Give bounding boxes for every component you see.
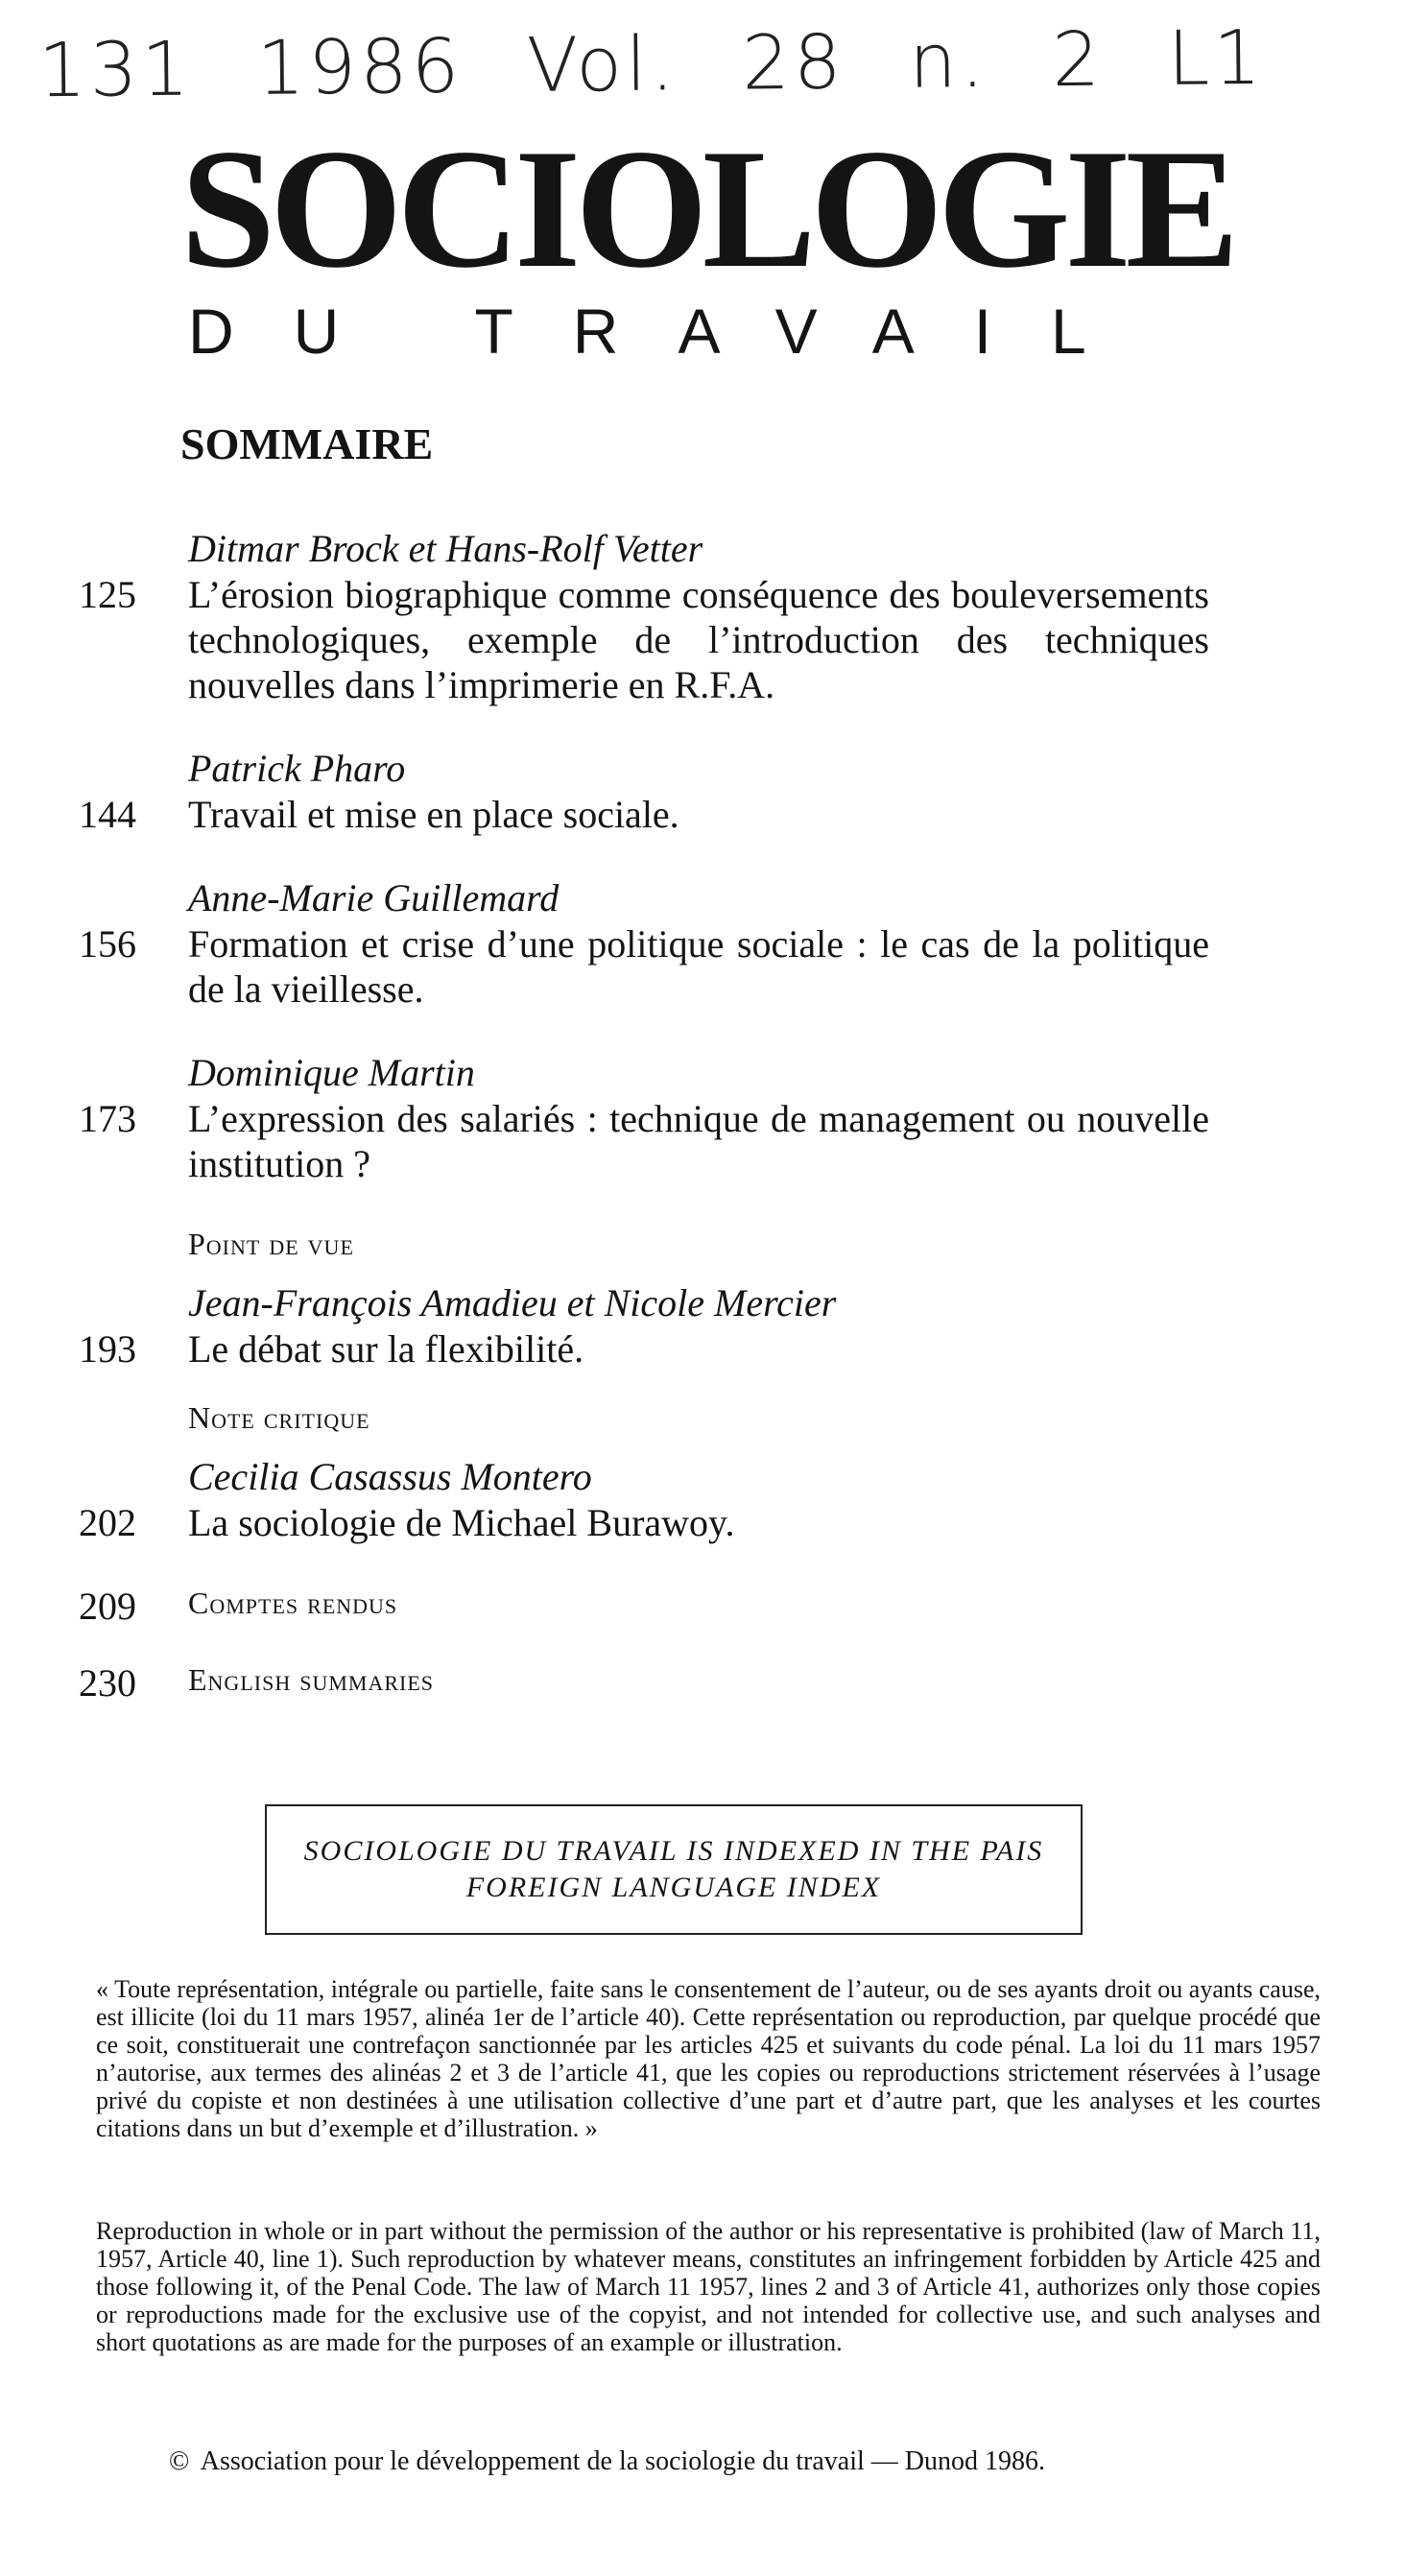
toc-author: Jean-François Amadieu et Nicole Mercier (188, 1281, 837, 1324)
toc-article-title: Le débat sur la flexibilité. (188, 1327, 584, 1371)
toc-author: Cecilia Casassus Montero (188, 1455, 592, 1498)
toc-article-title: La sociologie de Michael Burawoy. (188, 1501, 735, 1544)
toc-section-point-de-vue (0, 1225, 1405, 1371)
toc-author: Patrick Pharo (188, 747, 406, 790)
toc-article-title: Formation et crise d’une politique sociale : le cas de la politique de la vieillesse. (188, 922, 1209, 1011)
table-of-contents (0, 526, 1405, 1705)
toc-author: Anne-Marie Guillemard (188, 876, 560, 919)
toc-author: Ditmar Brock et Hans-Rolf Vetter (188, 527, 703, 570)
toc-page-number: 125 (79, 573, 136, 616)
toc-page-number: 193 (79, 1327, 136, 1371)
journal-title: SOCIOLOGIE (180, 113, 1234, 303)
section-label: Point de vue (188, 1227, 354, 1261)
toc-entry (0, 746, 1405, 837)
section-label: English summaries (188, 1662, 435, 1697)
toc-entry-english-summaries (0, 1660, 1405, 1705)
toc-section-note-critique (0, 1398, 1405, 1545)
toc-article-title: L’érosion biographique comme conséquence des bouleversements technologiques, exemple de l’introduction des techniques nouvelles dans l’imprimerie en R.F.A. (188, 573, 1209, 706)
legal-notice-english: Reproduction in whole or in part without the permission of the author or his representative is prohibited (law of March 11, 1957, Article 40, line 1). Such reproduction by whatever means, constitutes an infringement forbidden by Article 425 and those following it, of the Penal Code. The law of March 11 1957, lines 2 and 3 of Article 41, authorizes only those copies or reproductions made for the exclusive use of the copyist, and not intended for collective use, and such analyses and short quotations as are made for the purposes of an example or illustration. (96, 2217, 1321, 2356)
toc-entry (0, 526, 1405, 707)
copyright-text: Association pour le développement de la sociologie du travail — Dunod 1986. (200, 2446, 1045, 2476)
copyright-icon: © (169, 2446, 190, 2476)
section-label: Note critique (188, 1400, 370, 1435)
toc-entry (0, 875, 1405, 1012)
section-label: Comptes rendus (188, 1586, 398, 1620)
toc-article-title: L’expression des salariés : technique de management ou nouvelle institution ? (188, 1097, 1209, 1185)
index-notice-text: SOCIOLOGIE DU TRAVAIL IS INDEXED IN THE PAIS FOREIGN LANGUAGE INDEX (303, 1835, 1044, 1903)
copyright-line (169, 2445, 1045, 2478)
toc-entry (0, 1050, 1405, 1186)
toc-heading: SOMMAIRE (180, 419, 434, 468)
handwritten-catalog-note: 131 1986 Vol. 28 n. 2 L1 (37, 14, 1266, 115)
toc-page-number: 202 (79, 1501, 136, 1544)
toc-entry-comptes-rendus (0, 1584, 1405, 1628)
toc-page-number: 144 (79, 793, 136, 836)
toc-author: Dominique Martin (188, 1051, 475, 1094)
journal-subtitle: DU TRAVAIL (188, 296, 1146, 367)
toc-page-number: 173 (79, 1097, 136, 1140)
toc-page-number: 230 (79, 1661, 136, 1705)
legal-notice-french: « Toute représentation, intégrale ou partielle, faite sans le consentement de l’auteur, ou de ses ayants droit ou ayants cause, est illicite (loi du 11 mars 1957, alinéa 1er de l’article 40). Cette représentation ou reproduction, par quelque procédé que ce soit, constituerait une contrefaçon sanctionnée par les articles 425 et suivants du code pénal. La loi du 11 mars 1957 n’autorise, aux termes des alinéas 2 et 3 de l’article 41, que les copies ou reproductions strictement réservées à l’usage privé du copiste et non destinées à une utilisation collective d’une part et d’autre part, que les analyses et les courtes citations dans un but d’exemple et d’illustration. » (96, 1975, 1321, 2142)
index-notice-box (265, 1804, 1083, 1935)
toc-page-number: 209 (79, 1585, 136, 1628)
toc-page-number: 156 (79, 922, 136, 966)
toc-article-title: Travail et mise en place sociale. (188, 793, 679, 836)
